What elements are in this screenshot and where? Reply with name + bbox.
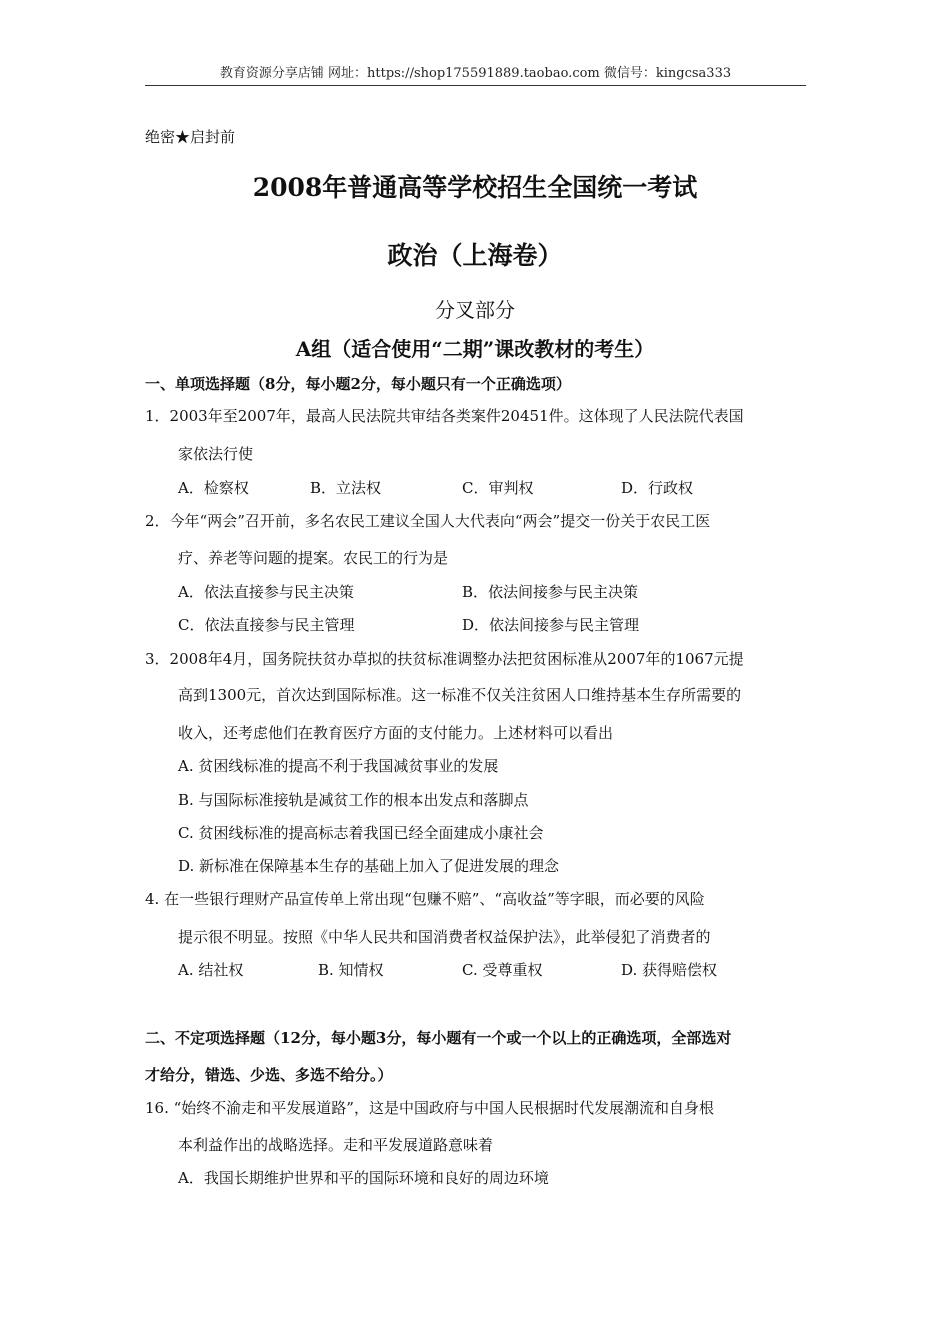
section2-heading-line2: 才给分，错选、少选、多选不给分。） xyxy=(145,1066,393,1084)
question-3-line3: 收入，还考虑他们在教育医疗方面的支付能力。上述材料可以看出 xyxy=(178,724,614,742)
question-16-option-a: A．我国长期维护世界和平的国际环境和良好的周边环境 xyxy=(178,1169,549,1187)
question-2-option-b: B．依法间接参与民主决策 xyxy=(462,583,639,601)
question-3-option-a: A. 贫困线标准的提高不利于我国减贫事业的发展 xyxy=(178,757,499,775)
section2-heading-line1: 二、不定项选择题（12分，每小题3分，每小题有一个或一个以上的正确选项，全部选对 xyxy=(145,1029,732,1047)
part-title: 分叉部分 xyxy=(435,298,515,322)
question-4-line1: 4. 在一些银行理财产品宣传单上常出现“包赚不赔”、“高收益”等字眼，而必要的风险 xyxy=(145,890,705,908)
question-3-option-c: C. 贫困线标准的提高标志着我国已经全面建成小康社会 xyxy=(178,824,544,842)
question-4-option-d: D. 获得赔偿权 xyxy=(621,961,718,979)
question-4-option-a: A. 结社权 xyxy=(178,961,244,979)
question-1-line1: 1．2003年至2007年，最高人民法院共审结各类案件20451件。这体现了人民法院代表国 xyxy=(145,407,744,425)
question-4-line2: 提示很不明显。按照《中华人民共和国消费者权益保护法》，此举侵犯了消费者的 xyxy=(178,928,711,946)
page-header: 教育资源分享店铺 网址：https://shop175591889.taobao.com 微信号：kingcsa333 xyxy=(219,66,732,81)
question-4-option-c: C. 受尊重权 xyxy=(462,961,543,979)
exam-title: 2008年普通高等学校招生全国统一考试 xyxy=(252,173,698,202)
question-1-line2: 家依法行使 xyxy=(178,445,254,463)
question-1-option-c: C．审判权 xyxy=(462,479,534,497)
question-2-option-c: C．依法直接参与民主管理 xyxy=(178,616,355,634)
group-title: A组（适合使用“二期”课改教材的考生） xyxy=(295,337,655,361)
question-1-option-b: B．立法权 xyxy=(310,479,382,497)
section1-heading: 一、单项选择题（8分，每小题2分，每小题只有一个正确选项） xyxy=(145,375,571,393)
question-2-line1: 2．今年“两会”召开前，多名农民工建议全国人大代表向“两会”提交一份关于农民工医 xyxy=(145,512,711,530)
question-4-option-b: B. 知情权 xyxy=(318,961,384,979)
subject-title: 政治（上海卷） xyxy=(387,241,563,270)
question-1-option-a: A．检察权 xyxy=(178,479,249,497)
question-3-line2: 高到1300元，首次达到国际标准。这一标准不仅关注贫困人口维持基本生存所需要的 xyxy=(178,686,742,704)
question-1-option-d: D．行政权 xyxy=(621,479,694,497)
question-2-line2: 疗、养老等问题的提案。农民工的行为是 xyxy=(178,549,449,567)
question-3-option-d: D. 新标准在保障基本生存的基础上加入了促进发展的理念 xyxy=(178,857,560,875)
question-3-line1: 3．2008年4月，国务院扶贫办草拟的扶贫标准调整办法把贫困标准从2007年的1067元提 xyxy=(145,650,744,668)
question-16-line1: 16. “始终不渝走和平发展道路”，这是中国政府与中国人民根据时代发展潮流和自身根 xyxy=(145,1099,714,1117)
header-rule xyxy=(145,85,806,86)
question-3-option-b: B. 与国际标准接轨是减贫工作的根本出发点和落脚点 xyxy=(178,791,529,809)
confidential-label: 绝密★启封前 xyxy=(145,128,236,146)
question-2-option-a: A．依法直接参与民主决策 xyxy=(178,583,354,601)
question-16-line2: 本利益作出的战略选择。走和平发展道路意味着 xyxy=(178,1136,494,1154)
question-2-option-d: D．依法间接参与民主管理 xyxy=(462,616,640,634)
